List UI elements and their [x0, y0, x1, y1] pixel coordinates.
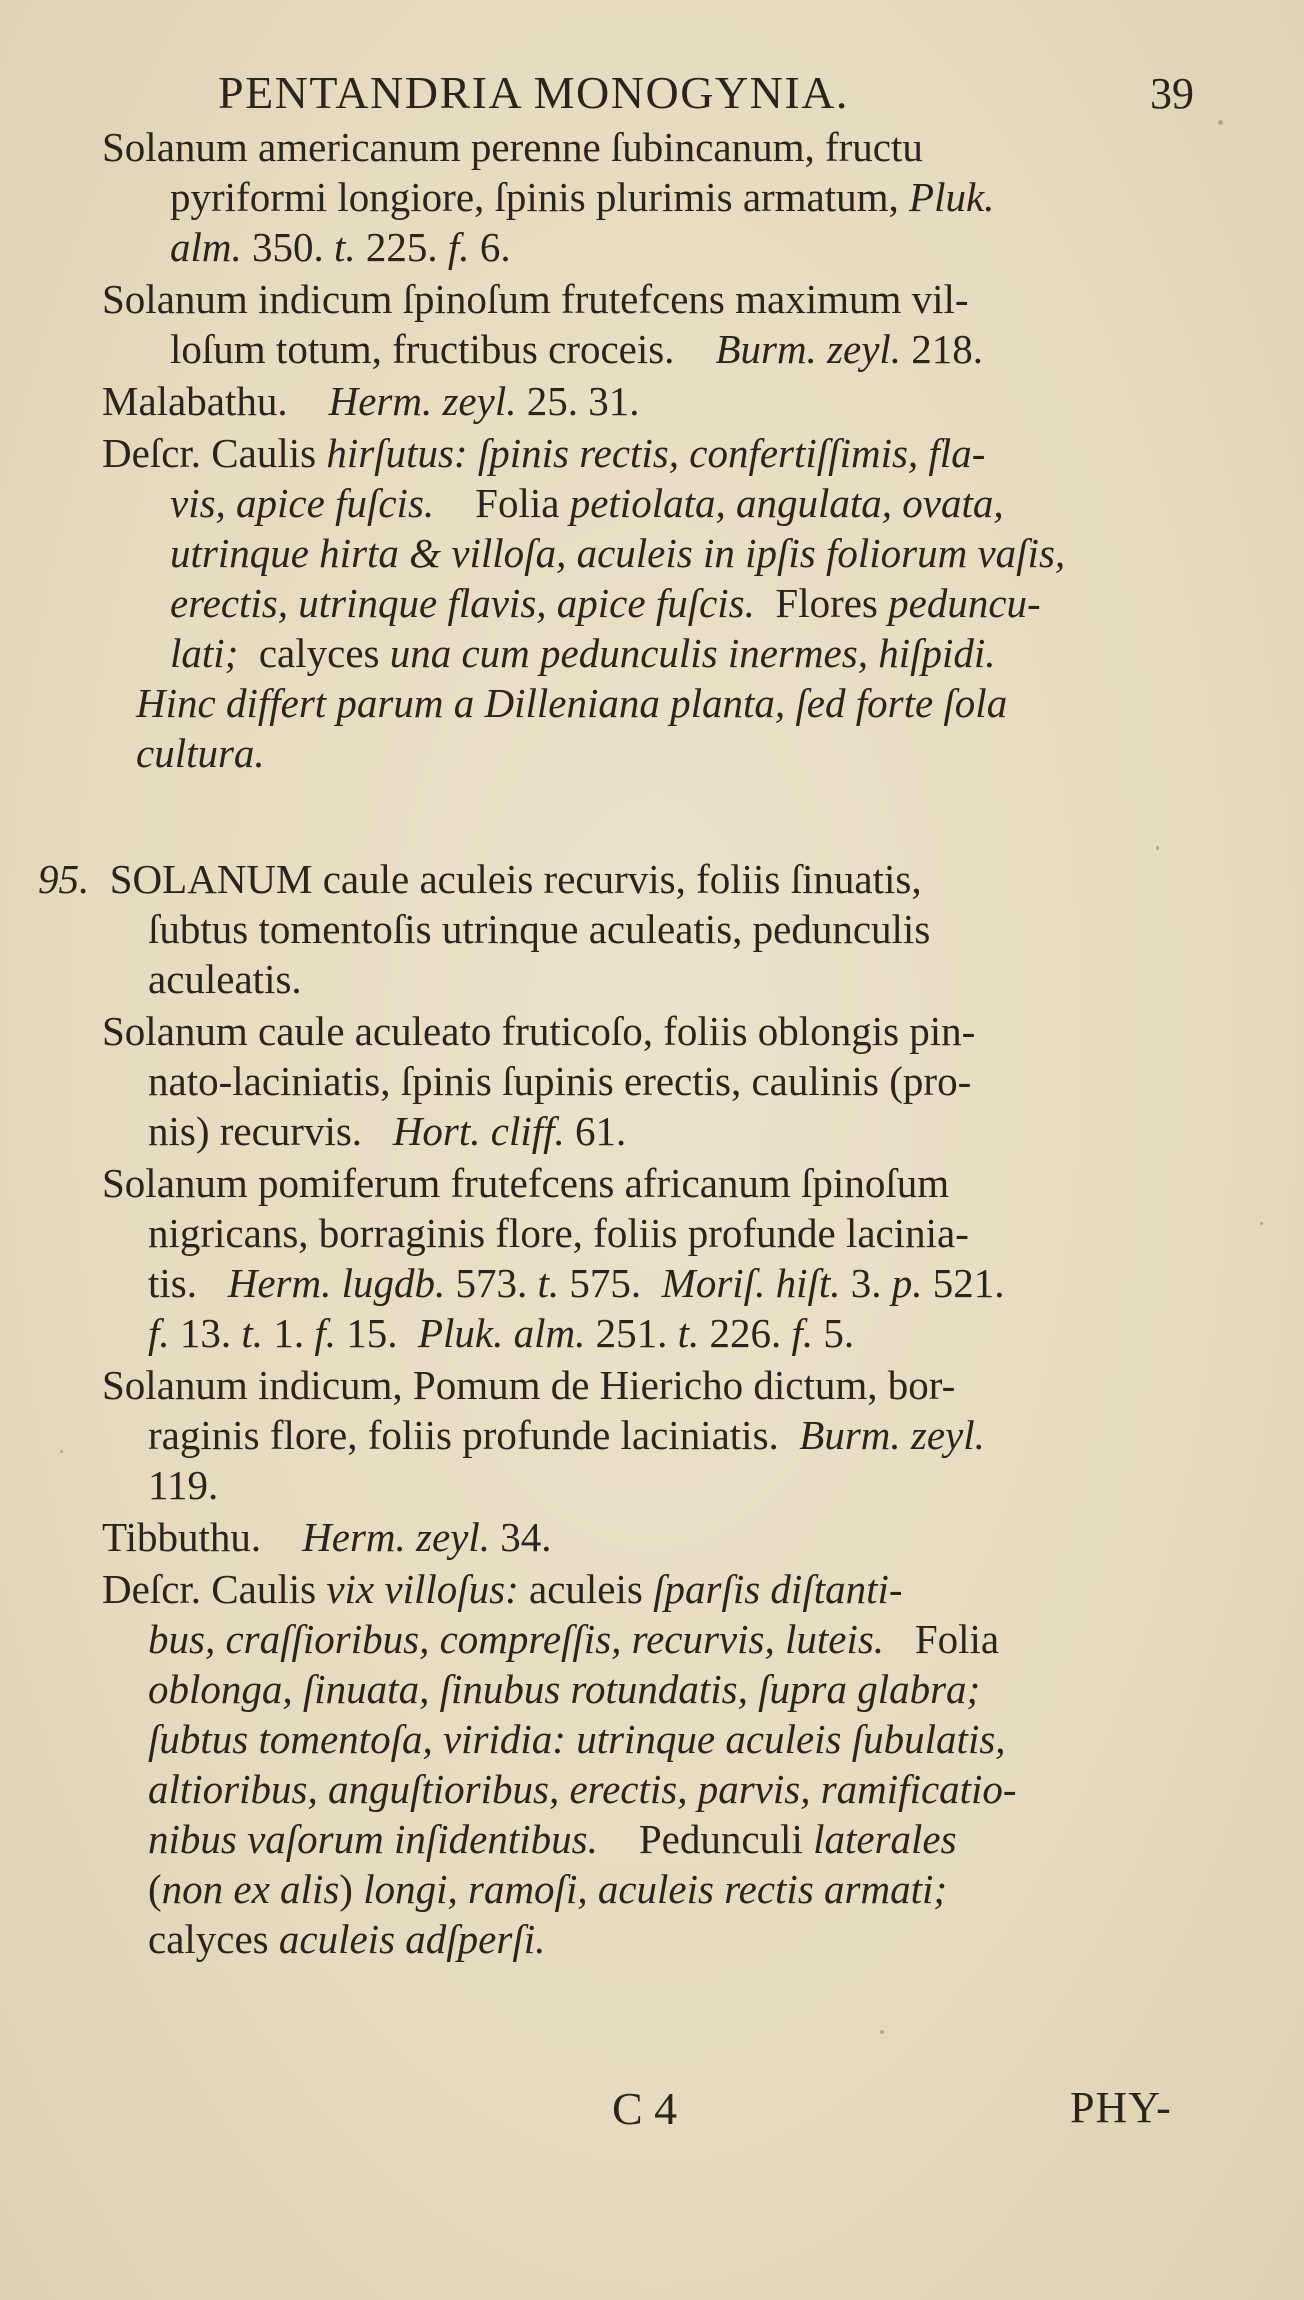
- text-line: ſubtus tomentoſis utrinque aculeatis, pedunculis: [148, 906, 931, 952]
- text-line: nis) recurvis. Hort. cliff. 61.: [148, 1108, 627, 1154]
- text-line: raginis flore, foliis profunde laciniatis. Burm. zeyl.: [148, 1412, 985, 1458]
- signature-mark: C 4: [612, 2083, 678, 2134]
- text-line: Solanum caule aculeato fruticoſo, foliis oblongis pin-: [102, 1008, 976, 1054]
- text-line: Hinc differt parum a Dilleniana planta, ſed forte ſola: [136, 680, 1008, 726]
- text-line: altioribus, anguſtioribus, erectis, parvis, ramificatio-: [148, 1766, 1017, 1812]
- text-line: lati; calyces una cum pedunculis inermes, hiſpidi.: [170, 630, 996, 676]
- text-line: tis. Herm. lugdb. 573. t. 575. Moriſ. hiſt. 3. p. 521.: [148, 1260, 1005, 1306]
- text-line: ſubtus tomentoſa, viridia: utrinque aculeis ſubulatis,: [148, 1716, 1006, 1762]
- text-line: aculeatis.: [148, 956, 302, 1002]
- running-header: [0, 66, 1304, 126]
- text-line: nibus vaſorum inſidentibus. Pedunculi laterales: [148, 1816, 957, 1862]
- text-line: utrinque hirta & villoſa, aculeis in ipſis foliorum vaſis,: [170, 530, 1066, 576]
- text-line: 119.: [148, 1462, 219, 1508]
- text-line: Deſcr. Caulis hirſutus: ſpinis rectis, confertiſſimis, fla-: [102, 430, 986, 476]
- paper-speck: [60, 1450, 63, 1453]
- text-line: Malabathu. Herm. zeyl. 25. 31.: [102, 378, 640, 424]
- text-line: bus, craſſioribus, compreſſis, recurvis, luteis. Folia: [148, 1616, 1000, 1662]
- text-line: erectis, utrinque flavis, apice fuſcis. Flores peduncu-: [170, 580, 1041, 626]
- text-line: Solanum indicum ſpinoſum frutefcens maximum vil-: [102, 276, 969, 322]
- text-line: loſum totum, fructibus croceis. Burm. zeyl. 218.: [170, 326, 984, 372]
- paper-speck: [1218, 120, 1223, 125]
- text-line: nigricans, borraginis flore, foliis profunde lacinia-: [148, 1210, 969, 1256]
- running-title: PENTANDRIA MONOGYNIA.: [218, 67, 849, 118]
- text-line: Solanum pomiferum frutefcens africanum ſpinoſum: [102, 1160, 950, 1206]
- text-line: Deſcr. Caulis vix villoſus: aculeis ſparſis diſtanti-: [102, 1566, 903, 1612]
- text-line: Tibbuthu. Herm. zeyl. 34.: [102, 1514, 552, 1560]
- text-line: nato-laciniatis, ſpinis ſupinis erectis, caulinis (pro-: [148, 1058, 972, 1104]
- paper-speck: [1260, 1222, 1263, 1225]
- text-line: cultura.: [136, 730, 265, 776]
- paper-speck: [880, 2030, 884, 2034]
- paper-speck: [1156, 846, 1159, 850]
- text-line: f. 13. t. 1. f. 15. Pluk. alm. 251. t. 226. f. 5.: [148, 1310, 855, 1356]
- page-number: 39: [1150, 69, 1194, 118]
- text-line: calyces aculeis adſperſi.: [148, 1916, 546, 1962]
- text-line: (non ex alis) longi, ramoſi, aculeis rectis armati;: [148, 1866, 948, 1912]
- text-line: Solanum americanum perenne ſubincanum, fructu: [102, 124, 923, 170]
- text-line: 95. SOLANUM caule aculeis recurvis, foliis ſinuatis,: [38, 856, 922, 902]
- text-line: vis, apice fuſcis. Folia petiolata, angulata, ovata,: [170, 480, 1004, 526]
- text-line: Solanum indicum, Pomum de Hiericho dictum, bor-: [102, 1362, 956, 1408]
- text-line: oblonga, ſinuata, ſinubus rotundatis, ſupra glabra;: [148, 1666, 981, 1712]
- catchword: PHY-: [1070, 2083, 1172, 2132]
- text-line: alm. 350. t. 225. f. 6.: [170, 224, 511, 270]
- text-line: pyriformi longiore, ſpinis plurimis armatum, Pluk.: [170, 174, 995, 220]
